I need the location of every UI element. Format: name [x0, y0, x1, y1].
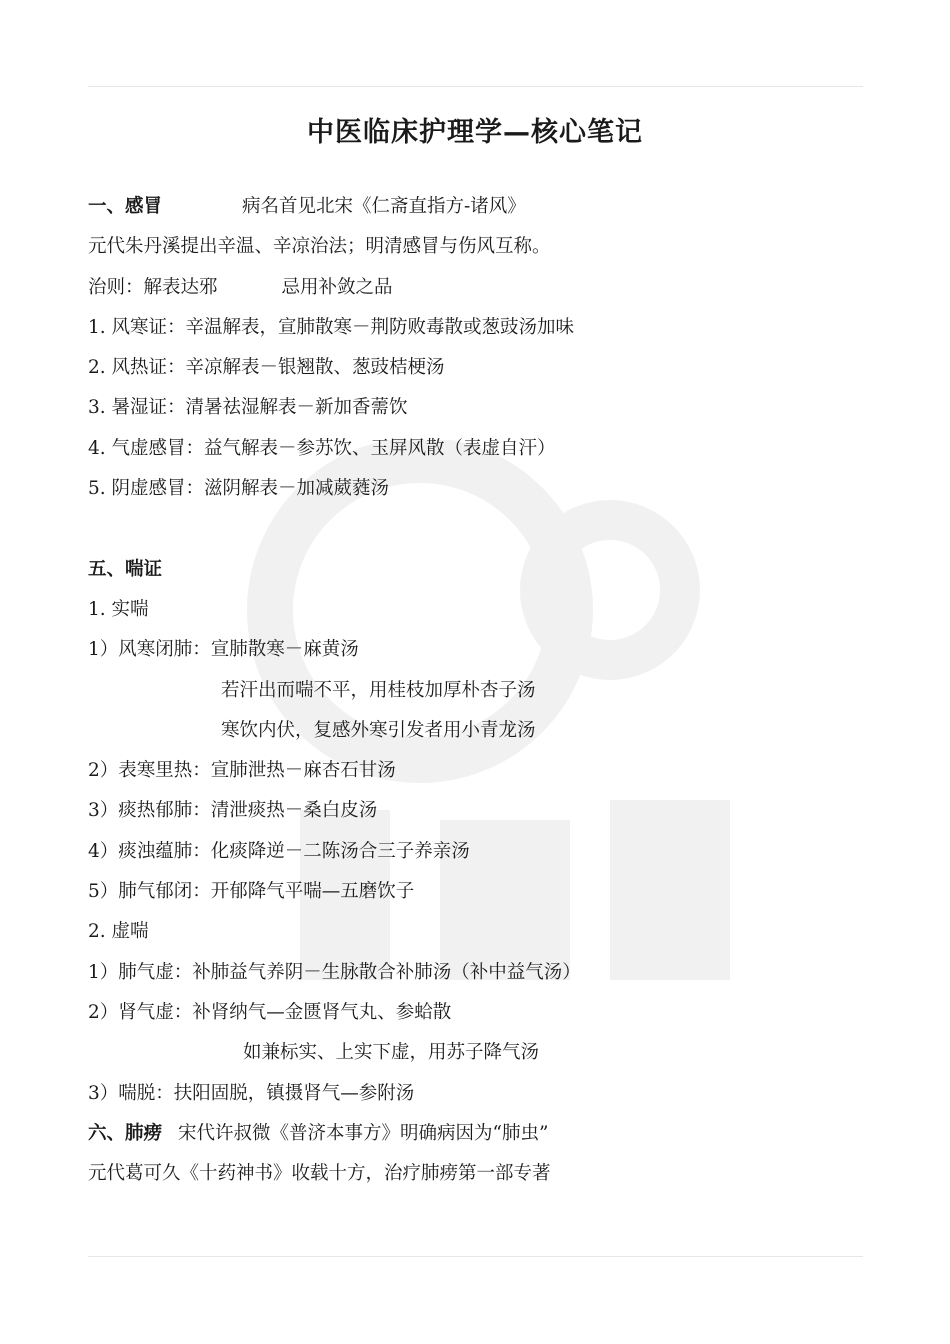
- list-item: 4）痰浊蕴肺：化痰降逆－二陈汤合三子养亲汤: [88, 840, 470, 862]
- list-item: 2）表寒里热：宣肺泄热－麻杏石甘汤: [88, 760, 396, 782]
- subsection-heading: 2. 虚喘: [88, 921, 149, 943]
- text-line: 元代朱丹溪提出辛温、辛凉治法；明清感冒与伤风互称。: [88, 236, 551, 258]
- spacer: [88, 509, 868, 549]
- text-line: 元代葛可久《十药神书》收载十方，治疗肺痨第一部专著: [88, 1163, 551, 1185]
- section-heading: 一、感冒: [88, 196, 163, 217]
- list-item: 1）风寒闭肺：宣肺散寒－麻黄汤: [88, 639, 359, 661]
- principle-text: 忌用补敛之品: [281, 276, 393, 298]
- list-item: 4. 气虚感冒：益气解表－参苏饮、玉屏风散（表虚自汗）: [88, 437, 556, 459]
- list-item: 1）肺气虚：补肺益气养阴－生脉散合补肺汤（补中益气汤）: [88, 961, 581, 983]
- footer-rule: [88, 1256, 863, 1257]
- list-item-continuation: 若汗出而喘不平，用桂枝加厚朴杏子汤: [221, 679, 536, 701]
- list-item: 1. 风寒证：辛温解表，宣肺散寒－荆防败毒散或葱豉汤加味: [88, 316, 575, 338]
- list-item: 3）喘脱：扶阳固脱，镇摄肾气—参附汤: [88, 1082, 415, 1104]
- section-cold-header: [88, 187, 868, 227]
- section-heading: 六、肺痨: [88, 1122, 163, 1144]
- list-item: 5）肺气郁闭：开郁降气平喘—五磨饮子: [88, 881, 415, 903]
- list-item-continuation: 如兼标实、上实下虚，用苏子降气汤: [243, 1042, 540, 1064]
- notes-body: [88, 187, 868, 1194]
- treatment-principle: [88, 268, 868, 308]
- section-heading: 五、喘证: [88, 558, 163, 580]
- list-item-continuation: 寒饮内伏，复感外寒引发者用小青龙汤: [221, 719, 536, 741]
- list-item: 2）肾气虚：补肾纳气—金匮肾气丸、参蛤散: [88, 1001, 452, 1023]
- list-item: 2. 风热证：辛凉解表－银翘散、葱豉桔梗汤: [88, 357, 445, 379]
- principle-text: 治则：解表达邪: [88, 276, 218, 298]
- section-note: 病名首见北宋《仁斋直指方-诸风》: [242, 196, 526, 217]
- section-tb-header: [88, 1114, 868, 1154]
- header-rule: [88, 86, 863, 87]
- list-item: 5. 阴虚感冒：滋阴解表－加减葳蕤汤: [88, 478, 390, 500]
- section-note: 宋代许叔微《普济本事方》明确病因为“肺虫”: [178, 1122, 549, 1144]
- subsection-heading: 1. 实喘: [88, 598, 149, 620]
- list-item: 3）痰热郁肺：清泄痰热－桑白皮汤: [88, 800, 378, 822]
- list-item: 3. 暑湿证：清暑祛湿解表－新加香薷饮: [88, 397, 408, 419]
- page-title: 中医临床护理学—核心笔记: [307, 117, 643, 148]
